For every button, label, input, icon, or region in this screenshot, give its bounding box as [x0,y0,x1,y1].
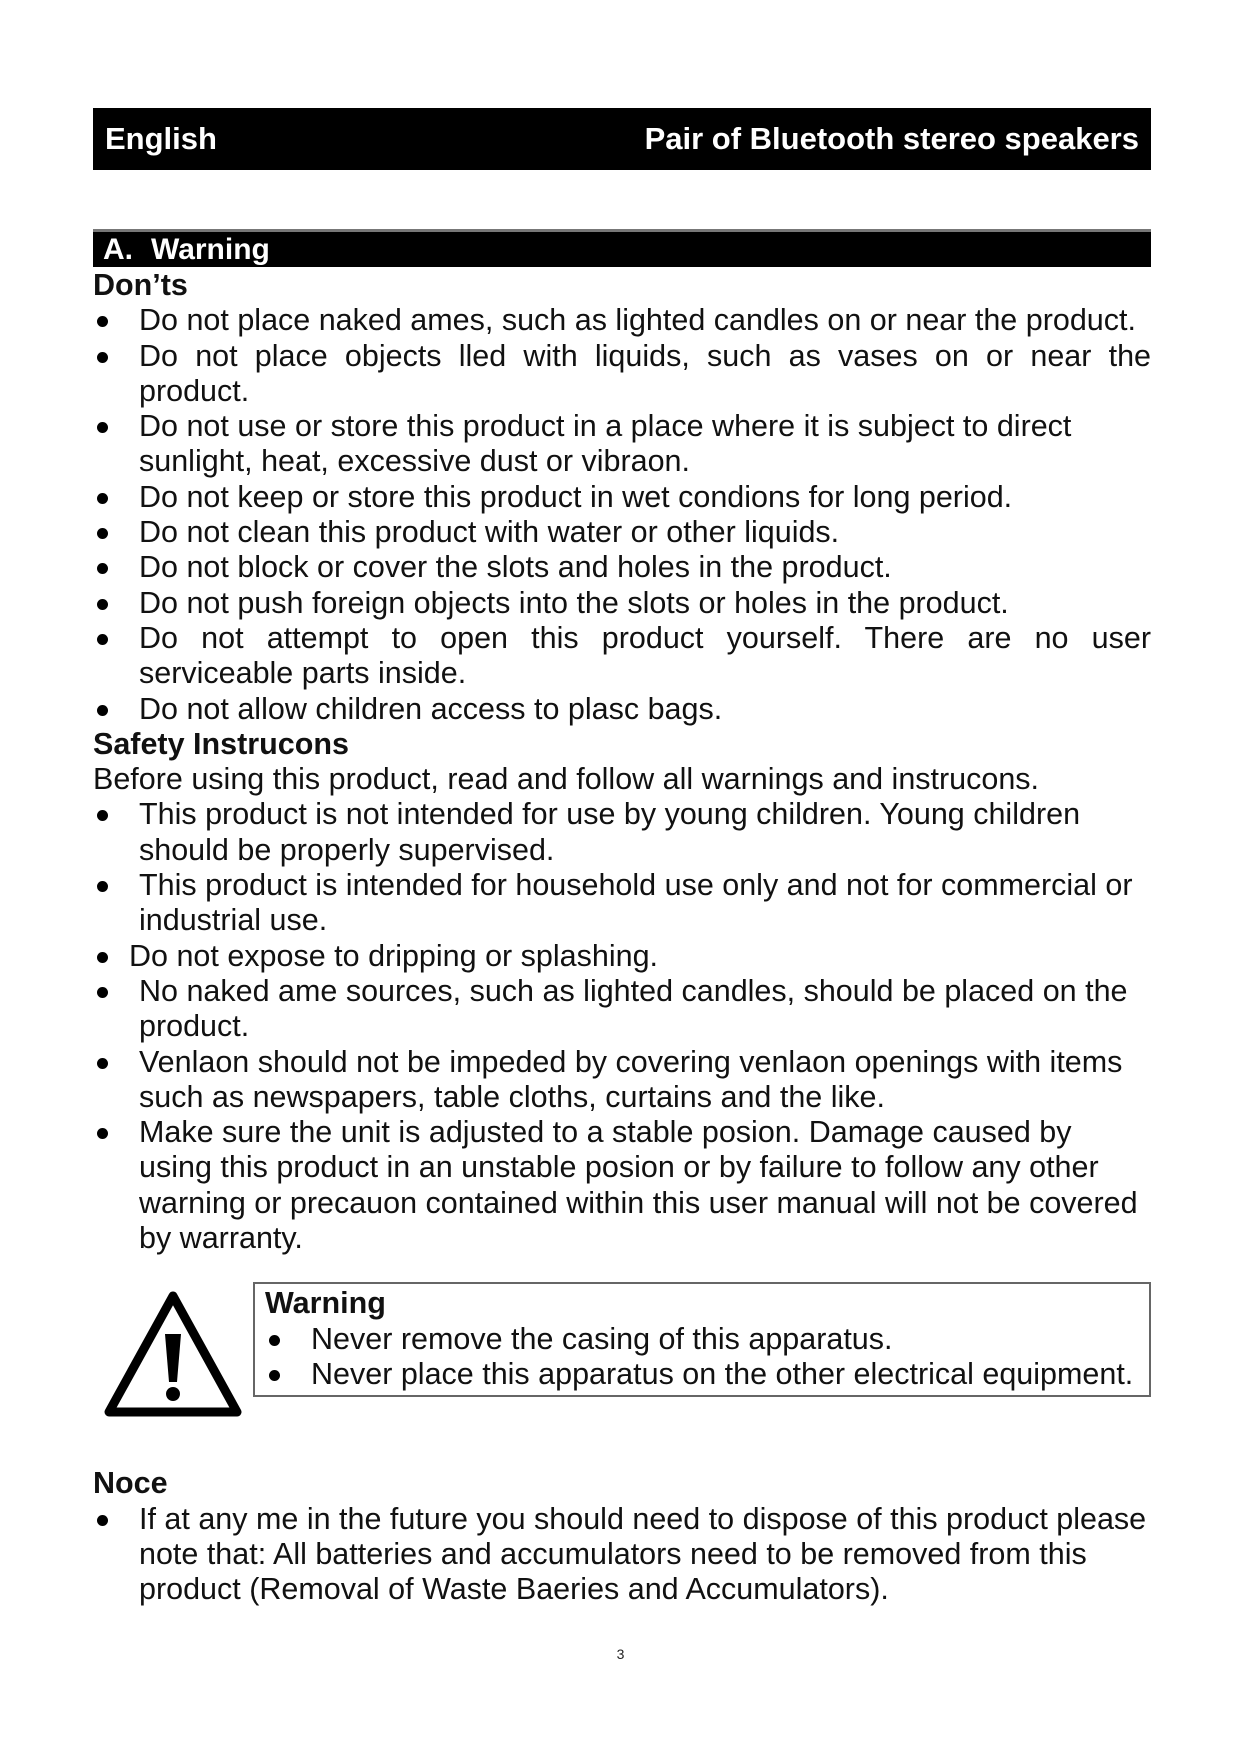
safety-intro: Before using this product, read and follow all warnings and instrucons. [93,762,1040,797]
list-item: Do not attempt to open this product yourself. There are no user serviceable parts inside. [93,621,1151,692]
section-letter: A. [103,232,133,266]
list-item: Make sure the unit is adjusted to a stable posion. Damage caused by using this product in an unstable posion or by failure to follow any other warning or precauon contained within this user manual will not be covered by warranty. [93,1115,1151,1256]
list-item: No naked ame sources, such as lighted candles, should be placed on the product. [93,974,1151,1045]
warning-box-list [265,1322,1136,1393]
warning-triangle-icon [99,1282,247,1430]
list-item: Do not use or store this product in a place where it is subject to direct sunlight, heat, excessive dust or vibraon. [93,409,1151,480]
list-item: Never remove the casing of this apparatus. [265,1322,1136,1357]
list-item: This product is intended for household use only and not for commercial or industrial use. [93,868,1151,939]
warning-callout [93,1282,1151,1430]
warning-box-heading: Warning [265,1286,386,1321]
list-item: Do not push foreign objects into the slots or holes in the product. [93,586,1151,621]
section-title: Warning [151,232,270,266]
notice-list [93,1502,1151,1608]
list-item: This product is not intended for use by young children. Young children should be properly supervised. [93,797,1151,868]
list-item: Do not block or cover the slots and holes in the product. [93,550,1151,585]
list-item: Do not place objects lled with liquids, such as vases on or near the product. [93,339,1151,410]
donts-list [93,303,1151,727]
page-content [93,268,1151,1608]
list-item: Never place this apparatus on the other electrical equipment. [265,1357,1136,1392]
list-item: Venlaon should not be impeded by covering venlaon openings with items such as newspapers, table cloths, curtains and the like. [93,1045,1151,1116]
list-item: Do not clean this product with water or other liquids. [93,515,1151,550]
page-header [93,108,1151,170]
header-language: English [105,121,217,156]
header-product-title: Pair of Bluetooth stereo speakers [644,121,1139,156]
list-item: Do not expose to dripping or splashing. [93,939,1151,974]
list-item: Do not place naked ames, such as lighted candles on or near the product. [93,303,1151,338]
donts-heading: Don’ts [93,268,188,302]
page-number: 3 [616,1646,625,1662]
list-item: Do not keep or store this product in wet condions for long period. [93,480,1151,515]
list-item: Do not allow children access to plasc bags. [93,692,1151,727]
list-item: If at any me in the future you should need to dispose of this product please note that: All batteries and accumulators need to be removed from this product (Removal of Waste Baeries and Accumulators). [93,1502,1151,1608]
safety-heading: Safety Instrucons [93,726,349,761]
notice-heading: Noce [93,1466,168,1501]
section-heading [93,229,1151,267]
safety-list [93,797,1151,1256]
warning-box [253,1282,1151,1397]
